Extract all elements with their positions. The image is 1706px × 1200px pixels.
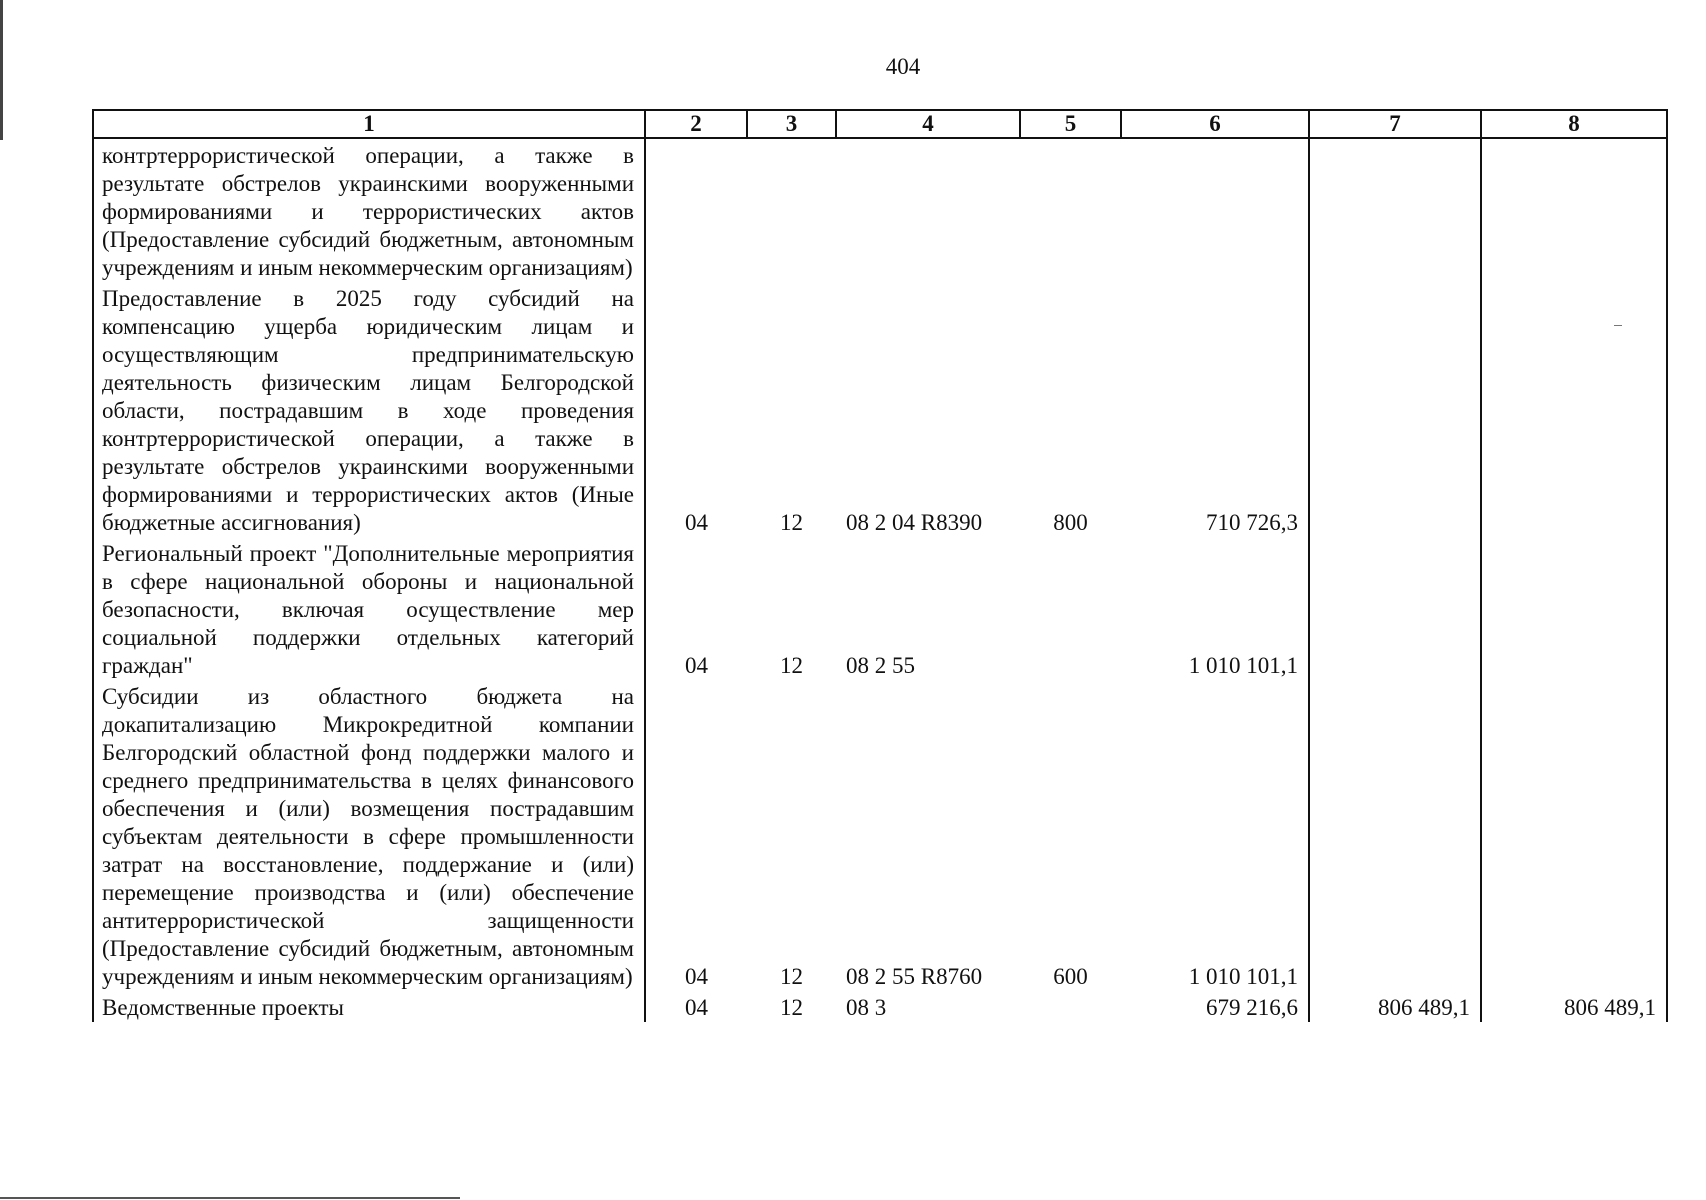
scan-artifact-dash: [1614, 325, 1622, 326]
cell-amount-col7: [1309, 138, 1481, 282]
table-body: [93, 138, 1667, 1022]
row-description-text: Предоставление в 2025 году субсидий на компенсацию ущерба юридическим лицам и осуществляющим предпринимательскую деятельность физическим лицам Белгородской области, пострадавшим в ходе проведения контртеррористической операции, а также в результате обстрелов украинскими вооруженными формированиями и террористических актов (Иные бюджетные ассигнования): [102, 286, 634, 535]
cell-expense-type: [1020, 138, 1121, 282]
cell-amount-col7: [1309, 537, 1481, 680]
cell-target-article: 08 2 04 R8390: [846, 510, 983, 535]
cell-amount-col8: 806 489,1: [1481, 991, 1667, 1022]
table-row: [93, 138, 1667, 282]
cell-expense-type: 600: [1053, 964, 1088, 989]
cell-subsection: 12: [780, 995, 803, 1020]
table-header: [93, 110, 1667, 138]
cell-expense-type: [1020, 537, 1121, 680]
cell-amount-col8: [1481, 680, 1667, 991]
column-header-4: 4: [836, 110, 1020, 138]
column-header-3: 3: [747, 110, 836, 138]
cell-amount-col8: [1481, 282, 1667, 537]
cell-amount-col6: 710 726,3: [1121, 282, 1309, 537]
column-header-6: 6: [1121, 110, 1309, 138]
row-description: [93, 991, 645, 1022]
cell-amount-col8: [1481, 138, 1667, 282]
column-header-1: 1: [93, 110, 645, 138]
cell-amount-col7: [1309, 680, 1481, 991]
cell-section: [645, 138, 747, 282]
cell-amount-col6: [1121, 138, 1309, 282]
cell-amount-col8: [1481, 537, 1667, 680]
cell-section: 04: [685, 510, 708, 535]
cell-target-article: 08 2 55 R8760: [846, 964, 983, 989]
column-header-8: 8: [1481, 110, 1667, 138]
cell-amount-col6: 679 216,6: [1121, 991, 1309, 1022]
column-header-2: 2: [645, 110, 747, 138]
row-description-text: Субсидии из областного бюджета на докапитализацию Микрокредитной компании Белгородский областной фонд поддержки малого и среднего предпринимательства в целях финансового обеспечения и (или) возмещения пострадавшим субъектам деятельности в сфере промышленности затрат на восстановление, поддержание и (или) перемещение производства и (или) обеспечение антитеррористической защищенности (Предоставление субсидий бюджетным, автономным учреждениям и иным некоммерческим организациям): [102, 684, 634, 989]
cell-subsection: 12: [780, 964, 803, 989]
page-number: 404: [885, 54, 921, 79]
cell-section: 04: [685, 653, 708, 678]
cell-amount-col7: 806 489,1: [1309, 991, 1481, 1022]
cell-expense-type: [1020, 991, 1121, 1022]
cell-section: 04: [685, 964, 708, 989]
cell-section: 04: [685, 995, 708, 1020]
budget-table: [92, 109, 1668, 1022]
header-row: [93, 110, 1667, 138]
cell-subsection: 12: [780, 510, 803, 535]
row-description: [93, 282, 645, 537]
column-header-7: 7: [1309, 110, 1481, 138]
table-row: [93, 991, 1667, 1022]
table-row: [93, 537, 1667, 680]
scan-bottom-edge: [0, 1197, 460, 1199]
cell-amount-col6: 1 010 101,1: [1121, 680, 1309, 991]
cell-subsection: 12: [780, 653, 803, 678]
row-description: [93, 537, 645, 680]
row-description-text: Региональный проект "Дополнительные мероприятия в сфере национальной обороны и национальной безопасности, включая осуществление мер социальной поддержки отдельных категорий граждан": [102, 541, 634, 678]
row-description: [93, 680, 645, 991]
cell-expense-type: 800: [1053, 510, 1088, 535]
table-row: [93, 282, 1667, 537]
cell-target-article: [836, 138, 1020, 282]
row-description-text: контртеррористической операции, а также в результате обстрелов украинскими вооруженными формированиями и террористических актов (Предоставление субсидий бюджетным, автономным учреждениям и иным некоммерческим организациям): [102, 143, 634, 280]
table-row: [93, 680, 1667, 991]
cell-amount-col6: 1 010 101,1: [1121, 537, 1309, 680]
cell-subsection: [747, 138, 836, 282]
cell-target-article: 08 3: [846, 995, 887, 1020]
row-description: [93, 138, 645, 282]
column-header-5: 5: [1020, 110, 1121, 138]
cell-amount-col7: [1309, 282, 1481, 537]
cell-target-article: 08 2 55: [846, 653, 915, 678]
row-description-text: Ведомственные проекты: [102, 995, 344, 1020]
